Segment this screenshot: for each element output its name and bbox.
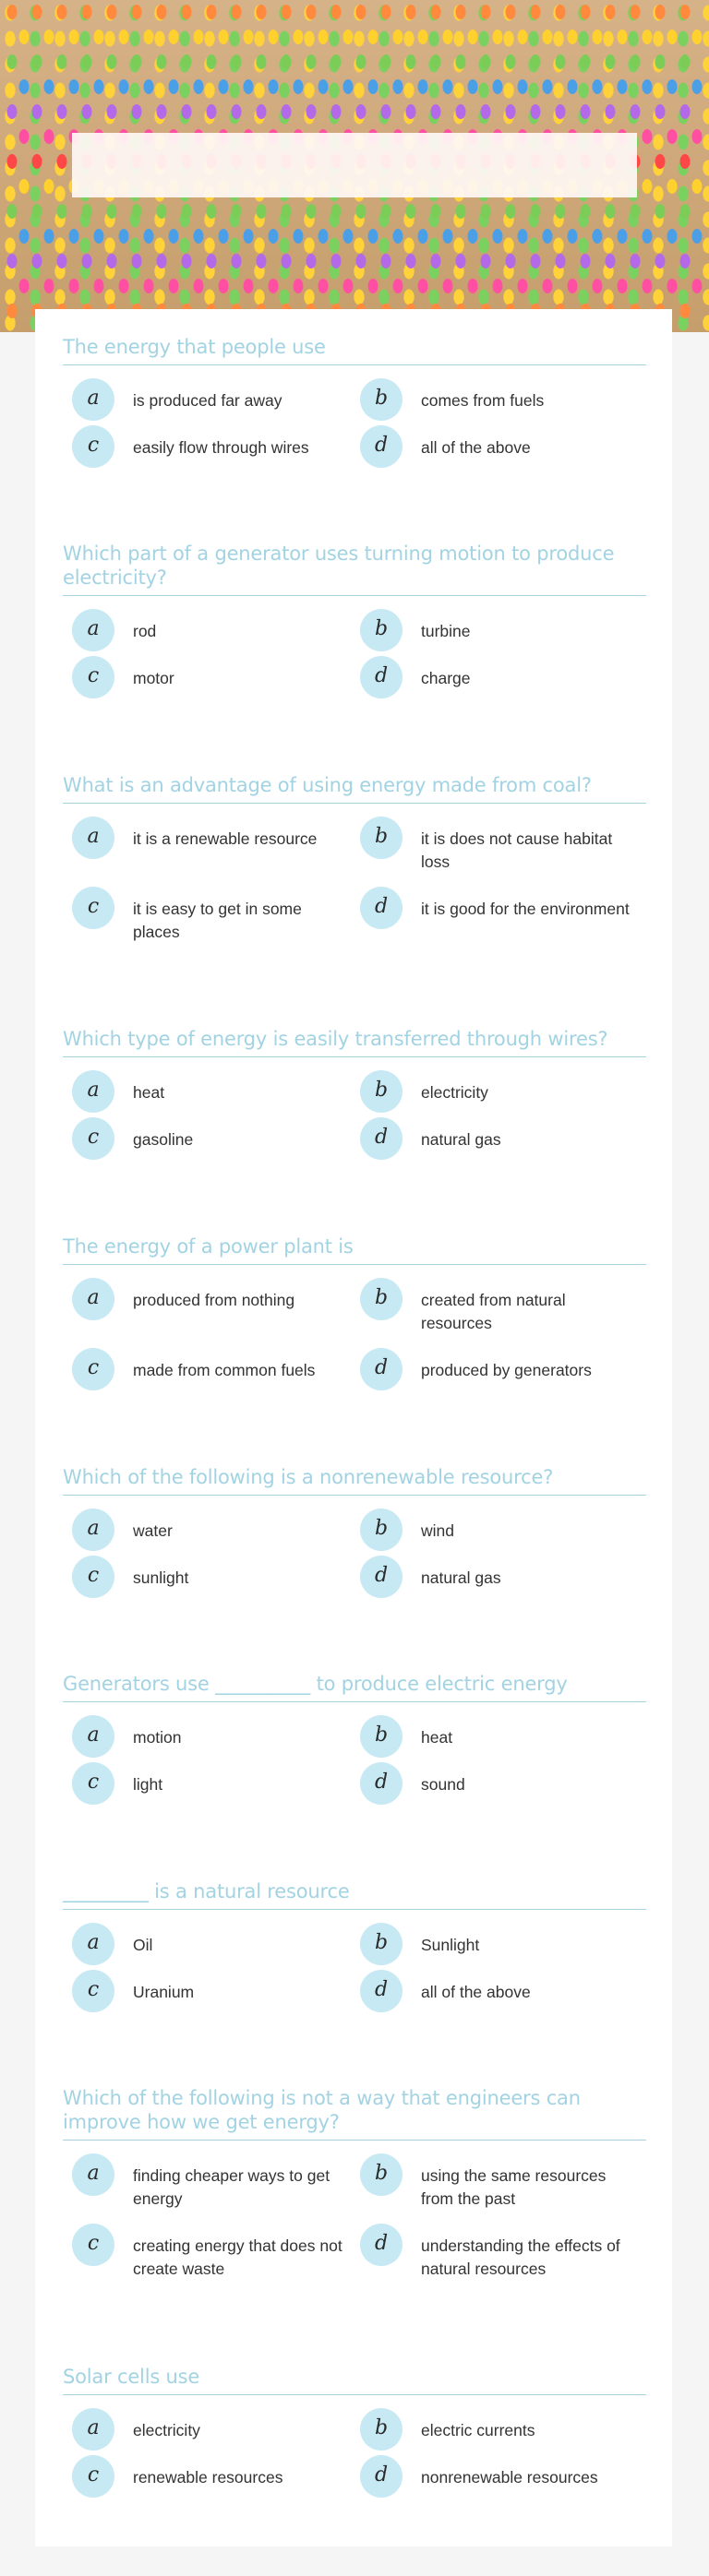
question-title: Generators use __________ to produce electric energy	[63, 1672, 646, 1702]
answer-letter-d: d	[360, 2455, 403, 2498]
answer-text: Oil	[133, 1936, 153, 1954]
answer-text: rod	[133, 622, 157, 640]
answer-letter-d: d	[360, 1556, 403, 1598]
answer-letter-a: a	[72, 1923, 114, 1965]
answer-text: nonrenewable resources	[421, 2468, 598, 2487]
answer-letter-b: b	[360, 378, 403, 421]
answer-letter-c: c	[72, 656, 114, 698]
question-5	[63, 1234, 646, 1396]
answer-letter-c: c	[72, 2455, 114, 2498]
answer-letter-a: a	[72, 1715, 114, 1758]
answer-letter-b: b	[360, 2408, 403, 2451]
question-title: Which of the following is a nonrenewable resource?	[63, 1465, 646, 1496]
answer-text: gasoline	[133, 1130, 194, 1149]
header-banner	[0, 0, 709, 332]
answer-grid	[63, 596, 646, 705]
answer-letter-a: a	[72, 2408, 114, 2451]
answer-letter-d: d	[360, 425, 403, 468]
answer-text: heat	[421, 1728, 453, 1747]
question-3	[63, 773, 646, 951]
answer-letter-a: a	[72, 1509, 114, 1551]
answer-letter-d: d	[360, 656, 403, 698]
answer-text: all of the above	[421, 1983, 531, 2001]
answer-text: electricity	[133, 2421, 200, 2439]
answer-letter-d: d	[360, 887, 403, 929]
answer-letter-b: b	[360, 1923, 403, 1965]
answer-text: finding cheaper ways to get energy	[133, 2166, 330, 2208]
answer-text: understanding the effects of natural resources	[421, 2236, 620, 2278]
answer-letter-a: a	[72, 2153, 114, 2196]
question-2	[63, 542, 646, 705]
question-7	[63, 1672, 646, 1811]
question-8	[63, 1879, 646, 2019]
answer-text: sound	[421, 1775, 465, 1794]
answer-grid	[63, 2141, 646, 2288]
answer-letter-b: b	[360, 1509, 403, 1551]
answer-text: is produced far away	[133, 391, 282, 410]
answer-letter-c: c	[72, 425, 114, 468]
answer-text: created from natural resources	[421, 1291, 566, 1332]
answer-grid	[63, 1702, 646, 1811]
answer-text: water	[133, 1521, 173, 1540]
answer-text: it is a renewable resource	[133, 829, 318, 848]
question-title: Which type of energy is easily transferred through wires?	[63, 1027, 646, 1057]
answer-letter-b: b	[360, 2153, 403, 2196]
answer-text: natural gas	[421, 1568, 501, 1587]
answer-letter-d: d	[360, 1117, 403, 1160]
answer-text: renewable resources	[133, 2468, 283, 2487]
question-title: Solar cells use	[63, 2365, 646, 2395]
answer-grid	[63, 1496, 646, 1604]
answer-text: electric currents	[421, 2421, 535, 2439]
answer-text: produced by generators	[421, 1361, 592, 1379]
question-4	[63, 1027, 646, 1166]
answer-letter-b: b	[360, 1070, 403, 1113]
answer-grid	[63, 1057, 646, 1166]
answer-letter-c: c	[72, 1762, 114, 1805]
answer-letter-c: c	[72, 1556, 114, 1598]
answer-text: easily flow through wires	[133, 438, 309, 457]
answer-letter-d: d	[360, 1970, 403, 2012]
answer-letter-c: c	[72, 1970, 114, 2012]
answer-text: creating energy that does not create waste	[133, 2236, 342, 2278]
answer-letter-a: a	[72, 817, 114, 859]
worksheet-title-plate	[72, 133, 637, 197]
question-title: Which of the following is not a way that engineers can improve how we get energy?	[63, 2086, 646, 2141]
answer-text: all of the above	[421, 438, 531, 457]
answer-letter-d: d	[360, 1348, 403, 1390]
answer-letter-b: b	[360, 1715, 403, 1758]
answer-letter-a: a	[72, 609, 114, 651]
answer-letter-b: b	[360, 817, 403, 859]
answer-text: comes from fuels	[421, 391, 545, 410]
question-title: _________ is a natural resource	[63, 1879, 646, 1910]
answer-text: made from common fuels	[133, 1361, 316, 1379]
answer-text: produced from nothing	[133, 1291, 295, 1309]
answer-text: natural gas	[421, 1130, 501, 1149]
worksheet-sheet	[35, 309, 672, 2546]
answer-text: Uranium	[133, 1983, 195, 2001]
answer-letter-c: c	[72, 2224, 114, 2266]
answer-grid	[63, 2395, 646, 2504]
answer-letter-d: d	[360, 1762, 403, 1805]
question-10	[63, 2365, 646, 2504]
answer-grid	[63, 1265, 646, 1396]
answer-text: Sunlight	[421, 1936, 480, 1954]
question-title: Which part of a generator uses turning motion to produce electricity?	[63, 542, 646, 596]
answer-letter-b: b	[360, 1278, 403, 1320]
question-title: The energy that people use	[63, 335, 646, 365]
answer-letter-c: c	[72, 1348, 114, 1390]
answer-grid	[63, 365, 646, 474]
question-6	[63, 1465, 646, 1604]
answer-text: using the same resources from the past	[421, 2166, 607, 2208]
answer-text: electricity	[421, 1083, 488, 1102]
answer-grid	[63, 1910, 646, 2019]
question-9	[63, 2086, 646, 2288]
answer-letter-a: a	[72, 1278, 114, 1320]
answer-letter-d: d	[360, 2224, 403, 2266]
answer-text: heat	[133, 1083, 165, 1102]
answer-letter-b: b	[360, 609, 403, 651]
question-title: The energy of a power plant is	[63, 1234, 646, 1265]
answer-text: charge	[421, 669, 471, 687]
answer-letter-a: a	[72, 378, 114, 421]
answer-text: sunlight	[133, 1568, 189, 1587]
answer-letter-a: a	[72, 1070, 114, 1113]
question-1	[63, 335, 646, 474]
answer-text: turbine	[421, 622, 471, 640]
answer-text: it is easy to get in some places	[133, 900, 302, 941]
answer-letter-c: c	[72, 887, 114, 929]
answer-text: light	[133, 1775, 163, 1794]
question-title: What is an advantage of using energy made from coal?	[63, 773, 646, 804]
answer-text: motion	[133, 1728, 182, 1747]
answer-text: it is good for the environment	[421, 900, 630, 918]
answer-grid	[63, 804, 646, 951]
answer-text: motor	[133, 669, 174, 687]
answer-text: wind	[421, 1521, 454, 1540]
answer-letter-c: c	[72, 1117, 114, 1160]
answer-text: it is does not cause habitat loss	[421, 829, 613, 871]
